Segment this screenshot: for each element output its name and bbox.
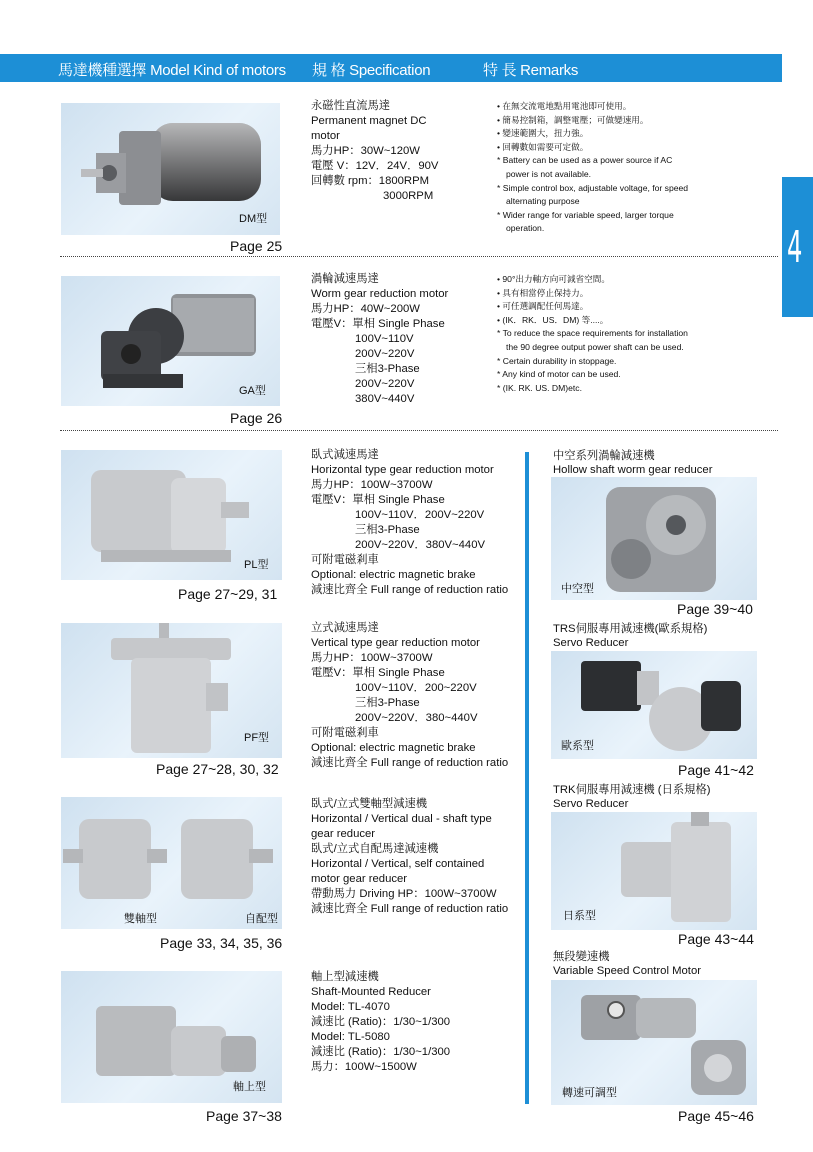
remark-line: • 簡易控制箱，調整電壓；可做變速用。	[497, 114, 649, 125]
spec-line: 3000RPM	[383, 190, 434, 202]
header-remarks: 特 長 Remarks	[483, 62, 579, 79]
spec-line: 減速比 (Ratio)：1/30~1/300	[311, 1016, 451, 1028]
hollow-reducer-photo	[551, 477, 757, 600]
dual-page-ref[interactable]: Page 33, 34, 35, 36	[160, 935, 283, 951]
spec-line: 三相3-Phase	[355, 363, 420, 375]
spec-line: 電壓 V：12V．24V．90V	[311, 160, 439, 172]
trk-type-label: 日系型	[563, 910, 596, 922]
remark-line: * Any kind of motor can be used.	[497, 369, 621, 380]
shaft-spec	[311, 970, 450, 1075]
dm-remarks	[497, 100, 688, 236]
variable-title	[553, 951, 701, 978]
title-line: 中空系列渦輪減速機	[553, 450, 655, 462]
spec-line: 電壓V：單相 Single Phase	[311, 494, 445, 506]
variable-type-label: 轉速可調型	[562, 1087, 617, 1099]
spec-line: 380V~440V	[355, 393, 415, 405]
ga-remarks	[497, 273, 688, 395]
shaft-mounted-photo	[61, 971, 282, 1103]
column-divider	[525, 452, 529, 1104]
shaft-mounted-type-label: 軸上型	[233, 1081, 266, 1093]
spec-line: 100V~110V．200V~220V	[355, 509, 485, 521]
spec-line: 200V~220V．380~440V	[355, 712, 478, 724]
chapter-tab[interactable]	[782, 177, 813, 317]
dual-shaft-type-label: 雙軸型	[124, 913, 157, 925]
spec-line: 可附電磁剎車	[311, 554, 379, 566]
spec-line: Vertical type gear reduction motor	[311, 637, 480, 649]
spec-line: Horizontal / Vertical, self contained	[311, 858, 485, 870]
pf-motor-photo	[61, 623, 282, 758]
section-divider	[60, 256, 778, 257]
section-header-bar	[0, 54, 782, 82]
spec-line: 帶動馬力 Driving HP：100W~3700W	[311, 888, 497, 900]
spec-line: 馬力HP：100W~3700W	[311, 479, 433, 491]
spec-line: 馬力：100W~1500W	[311, 1061, 417, 1073]
remark-line: * To reduce the space requirements for installation	[497, 328, 688, 339]
header-specification: 規 格 Specification	[312, 62, 431, 79]
title-line: 無段變速機	[553, 951, 610, 963]
title-line: Servo Reducer	[553, 797, 629, 810]
section-divider	[60, 430, 778, 431]
remark-line: • 90°出力軸方向可減省空間。	[497, 274, 610, 284]
spec-line: Model: TL-5080	[311, 1031, 390, 1043]
title-line: TRS伺服專用減速機(歐系規格)	[553, 623, 708, 635]
pf-spec	[311, 621, 508, 771]
remark-line: • 在無交流電地點用電池即可使用。	[497, 101, 632, 111]
ga-spec	[311, 272, 448, 407]
spec-line: 軸上型減速機	[311, 971, 379, 983]
trk-title	[553, 784, 711, 811]
dm-motor-photo	[61, 103, 280, 235]
remark-line: • 具有相當停止保持力。	[497, 287, 589, 298]
spec-line: Permanent magnet DC	[311, 115, 427, 127]
spec-line: 100V~110V	[355, 333, 414, 345]
pl-page-ref[interactable]: Page 27~29, 31	[178, 586, 278, 602]
variable-speed-photo	[551, 980, 757, 1105]
trs-title	[553, 623, 707, 650]
spec-line: 減速比 (Ratio)：1/30~1/300	[311, 1046, 451, 1058]
spec-line: 馬力HP：30W~120W	[311, 145, 420, 157]
remark-line: * Battery can be used as a power source if AC	[497, 155, 673, 166]
spec-line: 減速比齊全 Full range of reduction ratio	[311, 903, 509, 915]
title-line: Hollow shaft worm gear reducer	[553, 463, 713, 476]
spec-line: 馬力HP：100W~3700W	[311, 652, 433, 664]
spec-line: 馬力HP：40W~200W	[311, 303, 420, 315]
pf-page-ref[interactable]: Page 27~28, 30, 32	[156, 761, 279, 777]
trs-reducer-photo	[551, 651, 757, 759]
spec-line: Optional: electric magnetic brake	[311, 742, 476, 754]
spec-line: 臥式減速馬達	[311, 449, 379, 461]
trk-page-ref[interactable]: Page 43~44	[678, 931, 754, 947]
spec-line: Horizontal / Vertical dual - shaft type	[311, 813, 492, 825]
spec-line: 可附電磁剎車	[311, 727, 379, 739]
spec-line: motor	[311, 130, 340, 142]
spec-line: 100V~110V．200~220V	[355, 682, 477, 694]
ga-type-label: GA型	[239, 385, 266, 397]
self-contained-type-label: 自配型	[245, 913, 278, 925]
ga-page-ref[interactable]: Page 26	[230, 410, 283, 426]
spec-line: 臥式/立式雙軸型減速機	[311, 798, 428, 810]
dm-page-ref[interactable]: Page 25	[230, 238, 283, 254]
header-model-kind: 馬達機種選擇 Model Kind of motors	[58, 62, 286, 79]
variable-page-ref[interactable]: Page 45~46	[678, 1108, 754, 1124]
hollow-page-ref[interactable]: Page 39~40	[677, 601, 753, 617]
pl-spec	[311, 448, 508, 598]
hollow-title	[553, 450, 712, 477]
spec-line: 200V~220V．380V~440V	[355, 539, 486, 551]
remark-line: power is not available.	[506, 168, 592, 179]
remark-line: * Wider range for variable speed, larger torque	[497, 209, 674, 220]
spec-line: 永磁性直流馬達	[311, 100, 391, 112]
spec-line: motor gear reducer	[311, 873, 408, 885]
ga-motor-photo	[61, 276, 280, 406]
trk-reducer-photo	[551, 812, 757, 930]
remark-line: alternating purpose	[506, 196, 580, 207]
remark-line: • 可任選調配任何馬達。	[497, 301, 589, 312]
hollow-type-label: 中空型	[561, 583, 594, 595]
dual-shaft-photo	[61, 797, 282, 929]
title-line: Servo Reducer	[553, 636, 629, 649]
remark-line: * (IK. RK. US. DM)etc.	[497, 382, 582, 393]
remark-line: * Simple control box, adjustable voltage, for speed	[497, 182, 689, 193]
spec-line: Horizontal type gear reduction motor	[311, 464, 494, 476]
remark-line: • 回轉數如需要可定做。	[497, 141, 589, 152]
spec-line: Worm gear reduction motor	[311, 288, 449, 300]
spec-line: Model: TL-4070	[311, 1001, 390, 1013]
dual-spec	[311, 797, 508, 917]
spec-line: 渦輪減速馬達	[311, 273, 379, 285]
pl-motor-photo	[61, 450, 282, 580]
dm-spec	[311, 99, 438, 204]
remark-line: the 90 degree output power shaft can be used.	[506, 341, 684, 352]
spec-line: 減速比齊全 Full range of reduction ratio	[311, 584, 509, 596]
pf-type-label: PF型	[244, 732, 270, 744]
remark-line: • (IK．RK．US．DM) 等....。	[497, 314, 609, 325]
trs-type-label: 歐系型	[561, 740, 594, 752]
spec-line: 200V~220V	[355, 348, 415, 360]
remark-line: • 變速範圍大，扭力強。	[497, 128, 589, 139]
chapter-number: 4	[787, 222, 803, 273]
remark-line: * Certain durability in stoppage.	[497, 355, 617, 366]
dm-type-label: DM型	[239, 213, 268, 225]
trs-page-ref[interactable]: Page 41~42	[678, 762, 754, 778]
spec-line: 三相3-Phase	[355, 524, 420, 536]
spec-line: 電壓V：單相 Single Phase	[311, 667, 445, 679]
spec-line: 減速比齊全 Full range of reduction ratio	[311, 757, 509, 769]
spec-line: 立式減速馬達	[311, 622, 379, 634]
spec-line: 電壓V：單相 Single Phase	[311, 318, 445, 330]
spec-line: Optional: electric magnetic brake	[311, 569, 476, 581]
spec-line: gear reducer	[311, 828, 376, 840]
spec-line: 臥式/立式自配馬達減速機	[311, 843, 439, 855]
spec-line: Shaft-Mounted Reducer	[311, 986, 431, 998]
spec-line: 回轉數 rpm：1800RPM	[311, 175, 430, 187]
spec-line: 200V~220V	[355, 378, 415, 390]
remark-line: operation.	[506, 223, 545, 234]
spec-line: 三相3-Phase	[355, 697, 420, 709]
title-line: Variable Speed Control Motor	[553, 964, 701, 977]
title-line: TRK伺服專用減速機 (日系規格)	[553, 784, 711, 796]
shaft-page-ref[interactable]: Page 37~38	[206, 1108, 282, 1124]
pl-type-label: PL型	[244, 559, 269, 571]
